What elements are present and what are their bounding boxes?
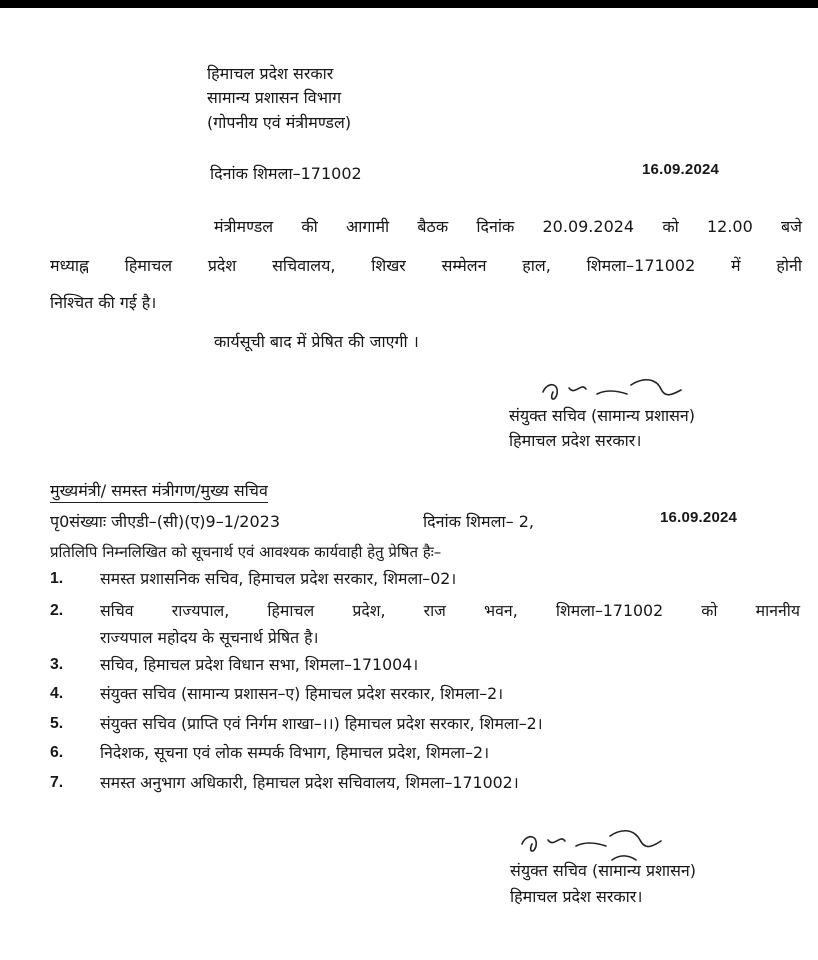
meeting-paragraph-line-3: निश्चित की गई है। [50,293,157,312]
recipient-line: मुख्यमंत्री/ समस्त मंत्रीगण/मुख्य सचिव [50,481,268,503]
distribution-item-text: संयुक्त सचिव (सामान्य प्रशासन–ए) हिमाचल प्रदेश सरकार, शिमला–2। [100,684,504,703]
meeting-paragraph-line-2: मध्याह्न हिमाचल प्रदेश सचिवालय, शिखर सम्मेलन हाल, शिमला–171002 में होनी [50,256,802,275]
distribution-item-number: 4. [50,685,64,702]
distribution-item [50,684,800,708]
distribution-item [50,601,800,651]
department-name: सामान्य प्रशासन विभाग [207,88,342,107]
distribution-item-number: 3. [50,656,64,673]
distribution-item [50,655,800,679]
copy-intro: प्रतिलिपि निम्नलिखित को सूचनार्थ एवं आवश्यक कार्यवाही हेतु प्रेषित हैः– [50,543,442,561]
distribution-item-number: 2. [50,602,64,619]
distribution-item-number: 5. [50,715,64,732]
distribution-item [50,714,800,738]
section-name: (गोपनीय एवं मंत्रीमण्डल) [207,113,352,132]
place-line: दिनांक शिमला–171002 [210,164,362,183]
distribution-item [50,773,800,797]
distribution-item [50,569,800,593]
issue-date: 16.09.2024 [642,161,720,178]
signature-1-organization: हिमाचल प्रदेश सरकार। [509,431,642,450]
signature-2-organization: हिमाचल प्रदेश सरकार। [510,887,643,906]
distribution-item-number: 7. [50,774,64,791]
meeting-paragraph-line-1: मंत्रीमण्डल की आगामी बैठक दिनांक 20.09.2024 को 12.00 बजे [214,217,802,236]
distribution-item [50,743,800,767]
government-name: हिमाचल प्रदेश सरकार [207,64,334,83]
endorsement-date: 16.09.2024 [660,509,738,526]
signature-1-title: संयुक्त सचिव (सामान्य प्रशासन) [509,406,696,425]
endorsement-number: पृ0संख्याः जीएडी–(सी)(ए)9–1/2023 [50,512,280,531]
distribution-item-text: सचिव राज्यपाल, हिमाचल प्रदेश, राज भवन, शिमला–171002 को माननीय [100,601,800,620]
signature-1 [535,372,695,406]
distribution-item-text: सचिव, हिमाचल प्रदेश विधान सभा, शिमला–171004। [100,655,419,674]
signature-2-title: संयुक्त सचिव (सामान्य प्रशासन) [510,861,697,880]
distribution-item-number: 1. [50,570,64,587]
agenda-note: कार्यसूची बाद में प्रेषित की जाएगी । [214,332,419,351]
signature-2 [514,824,674,864]
distribution-item-text: समस्त प्रशासनिक सचिव, हिमाचल प्रदेश सरकार, शिमला–02। [100,569,457,588]
endorsement-place: दिनांक शिमला– 2, [423,512,534,531]
distribution-item-text: निदेशक, सूचना एवं लोक सम्पर्क विभाग, हिमाचल प्रदेश, शिमला–2। [100,743,490,762]
distribution-item-text-continued: राज्यपाल महोदय के सूचनार्थ प्रेषित है। [100,628,319,647]
top-border [0,0,818,8]
distribution-item-number: 6. [50,744,64,761]
distribution-item-text: संयुक्त सचिव (प्राप्ति एवं निर्गम शाखा–।।) हिमाचल प्रदेश सरकार, शिमला–2। [100,714,543,733]
distribution-item-text: समस्त अनुभाग अधिकारी, हिमाचल प्रदेश सचिवालय, शिमला–171002। [100,773,519,792]
